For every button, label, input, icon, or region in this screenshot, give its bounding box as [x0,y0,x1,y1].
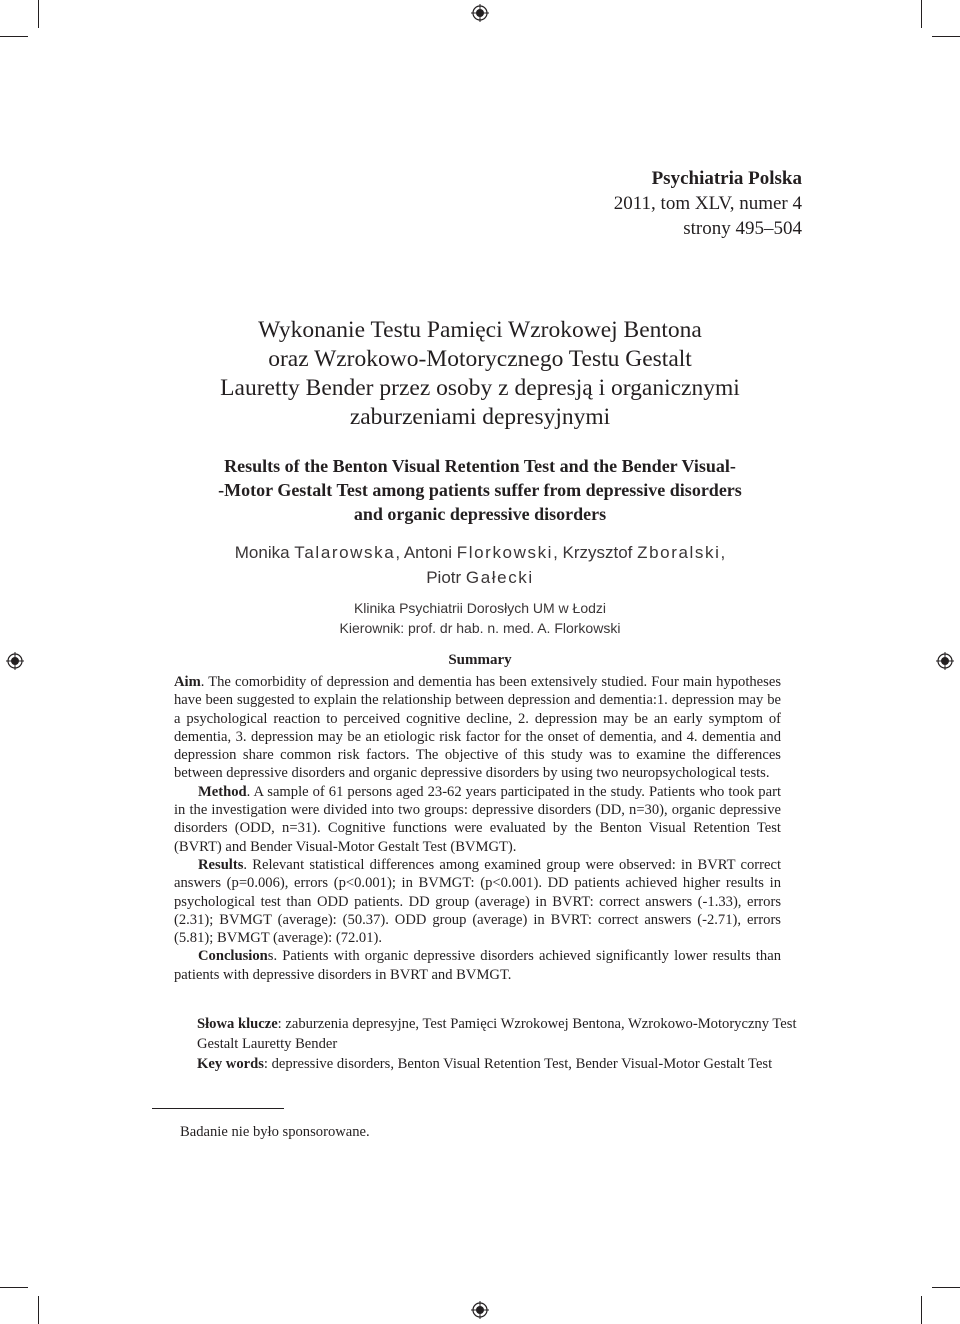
summary-aim-label: Aim [174,674,201,690]
affiliation [200,598,760,638]
author-surname: Florkowski [456,543,554,562]
summary-method-label: Method [198,783,247,800]
title-english-line: -Motor Gestalt Test among patients suffer from depressive disorders [218,480,742,500]
authors-line [150,565,810,590]
title-polish-line: oraz Wzrokowo-Motorycznego Testu Gestalt [268,346,692,372]
keywords-english-label: Key words [197,1056,264,1072]
footnote-rule [152,1108,284,1109]
registration-mark-icon [936,652,954,670]
registration-mark-icon [6,652,24,670]
summary-results-text: . Relevant statistical differences among examined group were observed: in BVRT correct answers (p=0.006), errors (p<0.001); in BVMGT: (p<0.001). DD patients achieved higher results in psychological test than ODD patients. DD group (average) in BVRT: correct answers (-1.33), errors (2.31); BVMGT (average): (50.37). ODD group (average) in BVRT: correct answers (-2.71), errors (5.81); BVMGT (average): (72.01). [174,856,781,947]
registration-mark-icon [471,1301,489,1319]
author-separator: , Antoni [395,543,457,562]
journal-name: Psychiatria Polska [651,168,802,189]
summary-conclusions [174,947,781,984]
author-first-name: Piotr [426,568,466,587]
keywords [197,1014,797,1074]
summary-conclusions-label: Conclusion [198,948,268,965]
journal-pages: strony 495–504 [683,218,802,239]
title-polish-line: Wykonanie Testu Pamięci Wzrokowej Bentona [258,317,702,343]
crop-mark [921,0,922,28]
journal-issue: 2011, tom XLV, numer 4 [613,193,802,214]
crop-mark [0,1287,28,1288]
keywords-polish-label: Słowa klucze [197,1016,278,1032]
authors [150,540,810,590]
keywords-polish [197,1014,797,1054]
journal-header [614,166,802,241]
summary-aim-text: . The comorbidity of depression and dementia has been extensively studied. Four main hypotheses have been suggested to explain the relationship between depression and dementia:1. depression may be a psychological reaction to perceived cognitive decline, 2. depression may be an early symptom of dementia, 3. depression may be an etiologic risk factor for the onset of dementia, and 4. dementia and depression share common risk factors. The objective of this study was to examine the differences between depressive disorders and organic depressive disorders by using two neuropsychological tests. [174,674,781,782]
crop-mark [932,1287,960,1288]
affiliation-institution: Klinika Psychiatrii Dorosłych UM w Łodzi [353,600,607,616]
title-polish-line: zaburzeniami depresyjnymi [349,404,611,430]
author-first-name: Monika [234,543,295,562]
author-separator: , [720,543,726,562]
author-surname: Talarowska [294,543,396,562]
title-polish-line: Lauretty Bender przez osoby z depresją i organicznymi [220,375,740,401]
summary-method [174,783,781,856]
author-separator: , Krzysztof [553,543,638,562]
title-english-line: and organic depressive disorders [353,504,607,524]
summary-conclusions-suffix: s [267,948,274,965]
summary-conclusions-text: . Patients with organic depressive disorders achieved significantly lower results than patients with depressive disorders in BVRT and BVMGT. [174,948,781,983]
summary-aim [174,673,781,783]
keywords-polish-text: : zaburzenia depresyjne, Test Pamięci Wzrokowej Bentona, Wzrokowo-Motoryczny Test Gestalt Lauretty Bender [197,1016,797,1052]
crop-mark [0,36,28,37]
title-english-line: Results of the Benton Visual Retention Test and the Bender Visual- [224,456,736,476]
author-surname: Zboralski [637,543,721,562]
title-polish [130,316,830,432]
summary-results-label: Results [198,856,244,873]
author-surname: Gałecki [465,568,534,587]
keywords-english-text: : depressive disorders, Benton Visual Retention Test, Bender Visual-Motor Gestalt Test [263,1056,773,1072]
authors-line [150,540,810,565]
crop-mark [921,1296,922,1324]
crop-mark [38,0,39,28]
footnote: Badanie nie było sponsorowane. [180,1124,370,1140]
crop-mark [38,1296,39,1324]
title-english [130,454,830,526]
registration-mark-icon [471,4,489,22]
summary-heading: Summary [448,652,512,668]
summary-method-text: . A sample of 61 persons aged 23-62 years participated in the study. Patients who took part in the investigation were divided into two groups: depressive disorders (DD, n=30), organic depressive disorders (ODD, n=31). Cognitive functions were evaluated by the Benton Visual Retention Test (BVRT) and Bender Visual-Motor Gestalt Test (BVMGT). [174,783,781,855]
summary-results [174,856,781,947]
keywords-english [197,1054,797,1074]
crop-mark [932,36,960,37]
summary-body [174,673,781,984]
affiliation-head: Kierownik: prof. dr hab. n. med. A. Florkowski [339,620,621,636]
